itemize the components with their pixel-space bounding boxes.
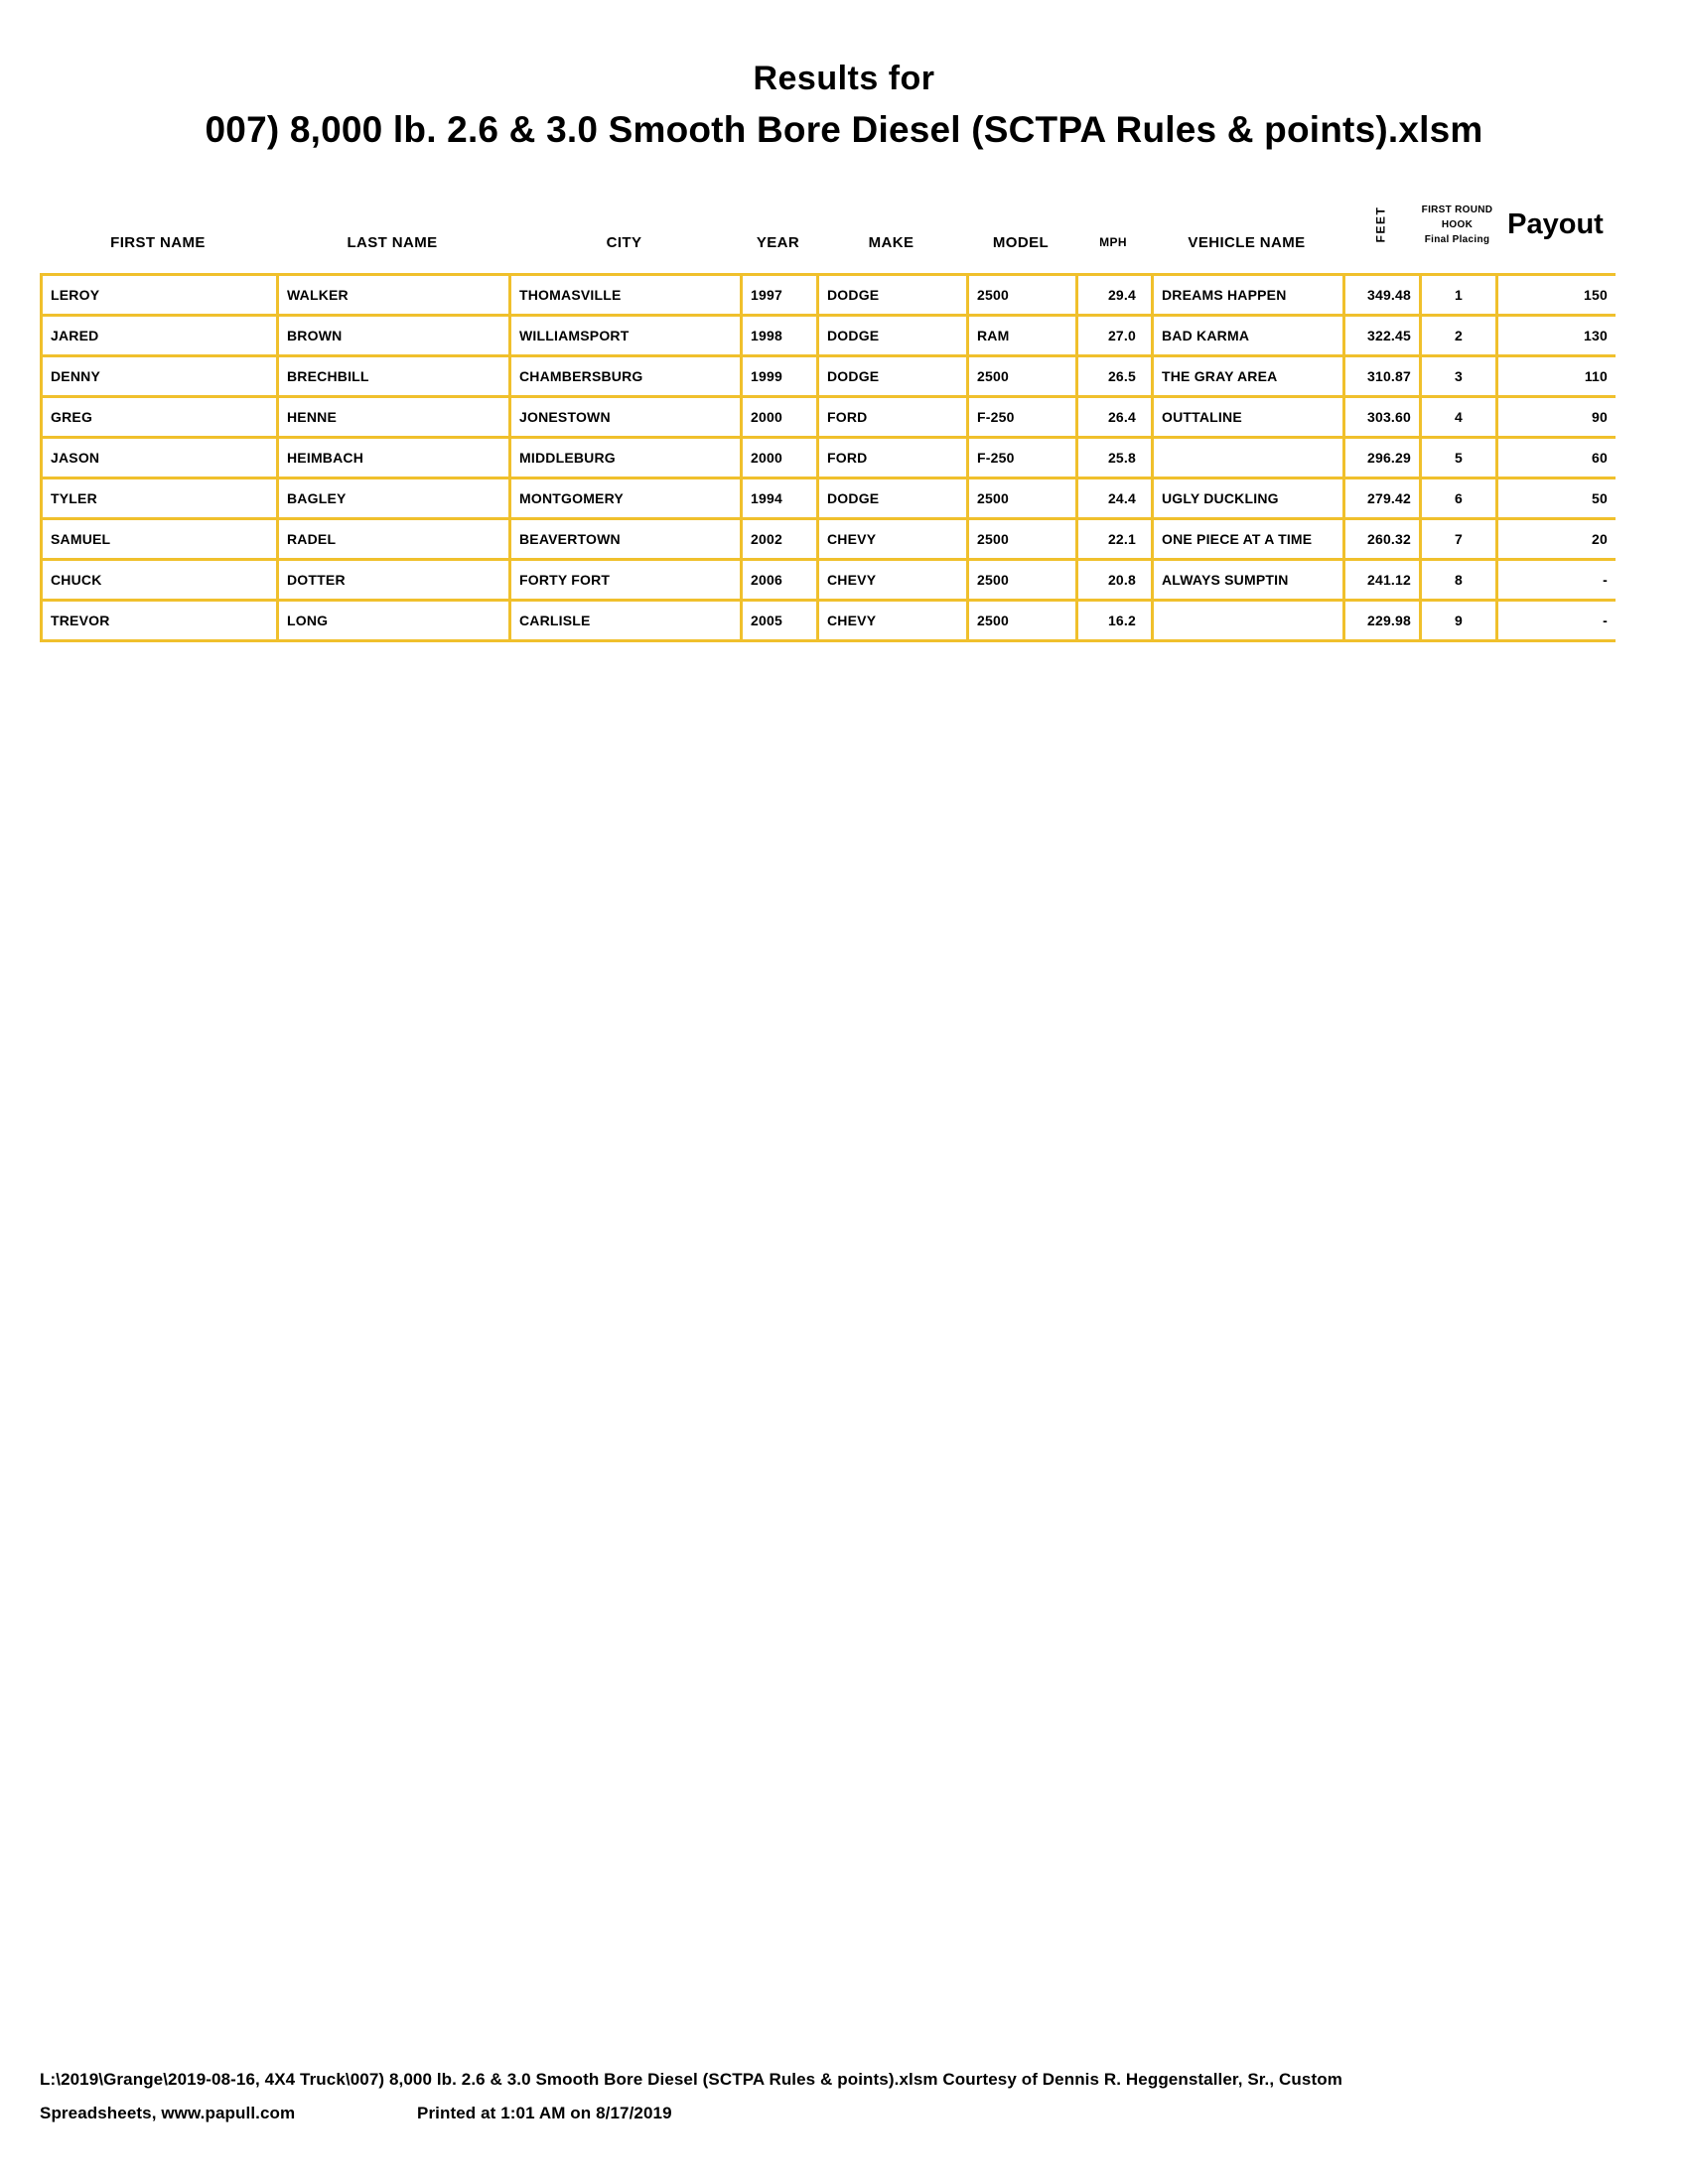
cell-make: DODGE [816,317,966,354]
cell-mph: 20.8 [1075,561,1151,599]
column-header-payout: Payout [1507,207,1604,240]
cell-hook-placing: 9 [1419,602,1495,639]
cell-hook-placing: 4 [1419,398,1495,436]
column-header-hook-placing [1419,193,1495,256]
cell-make: DODGE [816,357,966,395]
cell-payout: 150 [1495,276,1616,314]
cell-mph: 29.4 [1075,276,1151,314]
cell-vehicle-name [1151,439,1342,477]
cell-first-name: JARED [40,317,276,354]
cell-vehicle-name: ONE PIECE AT A TIME [1151,520,1342,558]
column-header-first-name: FIRST NAME [110,234,206,251]
table-row [40,479,1616,520]
column-header-model: MODEL [992,234,1050,251]
cell-hook-placing: 3 [1419,357,1495,395]
cell-last-name: BROWN [276,317,508,354]
cell-vehicle-name [1151,602,1342,639]
cell-first-name: TYLER [40,479,276,517]
hook-label-line3: Final Placing [1424,233,1490,245]
cell-model: 2500 [966,561,1075,599]
cell-model: F-250 [966,398,1075,436]
cell-feet: 241.12 [1342,561,1419,599]
cell-vehicle-name: UGLY DUCKLING [1151,479,1342,517]
table-header-row [40,193,1616,256]
cell-payout: 20 [1495,520,1616,558]
cell-hook-placing: 1 [1419,276,1495,314]
cell-mph: 27.0 [1075,317,1151,354]
footer-line2 [40,2104,1648,2123]
cell-vehicle-name: THE GRAY AREA [1151,357,1342,395]
cell-city: CARLISLE [508,602,740,639]
table-row [40,276,1616,317]
cell-payout: 90 [1495,398,1616,436]
cell-first-name: LEROY [40,276,276,314]
cell-vehicle-name: ALWAYS SUMPTIN [1151,561,1342,599]
cell-model: RAM [966,317,1075,354]
cell-feet: 322.45 [1342,317,1419,354]
cell-model: 2500 [966,479,1075,517]
cell-model: 2500 [966,276,1075,314]
file-title: 007) 8,000 lb. 2.6 & 3.0 Smooth Bore Diesel (SCTPA Rules & points).xlsm [205,109,1483,150]
cell-hook-placing: 8 [1419,561,1495,599]
cell-year: 1994 [740,479,816,517]
cell-make: CHEVY [816,520,966,558]
footer-printed-timestamp: Printed at 1:01 AM on 8/17/2019 [417,2104,672,2122]
column-header-mph: MPH [1099,235,1127,249]
cell-last-name: HEIMBACH [276,439,508,477]
cell-mph: 26.4 [1075,398,1151,436]
cell-first-name: GREG [40,398,276,436]
table-row [40,561,1616,602]
cell-year: 2000 [740,398,816,436]
cell-hook-placing: 6 [1419,479,1495,517]
cell-hook-placing: 5 [1419,439,1495,477]
cell-make: CHEVY [816,602,966,639]
table-row [40,317,1616,357]
cell-model: 2500 [966,602,1075,639]
cell-feet: 279.42 [1342,479,1419,517]
cell-year: 1997 [740,276,816,314]
cell-city: WILLIAMSPORT [508,317,740,354]
hook-label-line2: HOOK [1441,218,1474,230]
table-row [40,357,1616,398]
cell-vehicle-name: BAD KARMA [1151,317,1342,354]
cell-mph: 16.2 [1075,602,1151,639]
cell-year: 1999 [740,357,816,395]
feet-vertical-label: FEET [1373,205,1388,243]
cell-payout: - [1495,602,1616,639]
cell-city: MIDDLEBURG [508,439,740,477]
cell-first-name: JASON [40,439,276,477]
results-table [40,273,1616,642]
cell-make: FORD [816,398,966,436]
page-title: Results for [753,60,935,97]
column-header-vehicle-name: VEHICLE NAME [1188,234,1306,251]
column-header-year: YEAR [756,234,800,251]
cell-first-name: DENNY [40,357,276,395]
table-row [40,602,1616,642]
cell-mph: 25.8 [1075,439,1151,477]
cell-make: FORD [816,439,966,477]
cell-last-name: HENNE [276,398,508,436]
table-row [40,398,1616,439]
cell-year: 2006 [740,561,816,599]
cell-city: JONESTOWN [508,398,740,436]
column-header-make: MAKE [868,234,914,251]
cell-payout: 110 [1495,357,1616,395]
cell-first-name: CHUCK [40,561,276,599]
cell-mph: 24.4 [1075,479,1151,517]
cell-feet: 303.60 [1342,398,1419,436]
cell-payout: - [1495,561,1616,599]
cell-last-name: DOTTER [276,561,508,599]
cell-feet: 229.98 [1342,602,1419,639]
cell-model: F-250 [966,439,1075,477]
footer-file-path: L:\2019\Grange\2019-08-16, 4X4 Truck\007) 8,000 lb. 2.6 & 3.0 Smooth Bore Diesel (SCTPA Rules & points).xlsm Courtesy of Dennis R. Heggenstaller, Sr., Custom [40,2070,1342,2089]
column-header-last-name: LAST NAME [347,234,438,251]
cell-mph: 26.5 [1075,357,1151,395]
table-row [40,520,1616,561]
cell-year: 1998 [740,317,816,354]
cell-hook-placing: 7 [1419,520,1495,558]
cell-last-name: BAGLEY [276,479,508,517]
cell-make: DODGE [816,276,966,314]
cell-first-name: TREVOR [40,602,276,639]
cell-model: 2500 [966,520,1075,558]
cell-make: CHEVY [816,561,966,599]
cell-city: CHAMBERSBURG [508,357,740,395]
cell-make: DODGE [816,479,966,517]
cell-feet: 349.48 [1342,276,1419,314]
footer-spreadsheets-credit: Spreadsheets, www.papull.com [40,2104,296,2122]
cell-payout: 50 [1495,479,1616,517]
cell-city: FORTY FORT [508,561,740,599]
cell-last-name: LONG [276,602,508,639]
column-header-city: CITY [606,234,642,251]
cell-first-name: SAMUEL [40,520,276,558]
cell-mph: 22.1 [1075,520,1151,558]
cell-vehicle-name: DREAMS HAPPEN [1151,276,1342,314]
cell-last-name: RADEL [276,520,508,558]
cell-last-name: WALKER [276,276,508,314]
cell-hook-placing: 2 [1419,317,1495,354]
cell-city: THOMASVILLE [508,276,740,314]
column-header-feet [1342,193,1419,256]
cell-feet: 310.87 [1342,357,1419,395]
cell-vehicle-name: OUTTALINE [1151,398,1342,436]
cell-model: 2500 [966,357,1075,395]
cell-feet: 260.32 [1342,520,1419,558]
table-row [40,439,1616,479]
cell-city: BEAVERTOWN [508,520,740,558]
cell-feet: 296.29 [1342,439,1419,477]
cell-year: 2000 [740,439,816,477]
cell-year: 2005 [740,602,816,639]
cell-payout: 130 [1495,317,1616,354]
hook-label-line1: FIRST ROUND [1421,204,1493,215]
cell-year: 2002 [740,520,816,558]
cell-city: MONTGOMERY [508,479,740,517]
cell-payout: 60 [1495,439,1616,477]
cell-last-name: BRECHBILL [276,357,508,395]
